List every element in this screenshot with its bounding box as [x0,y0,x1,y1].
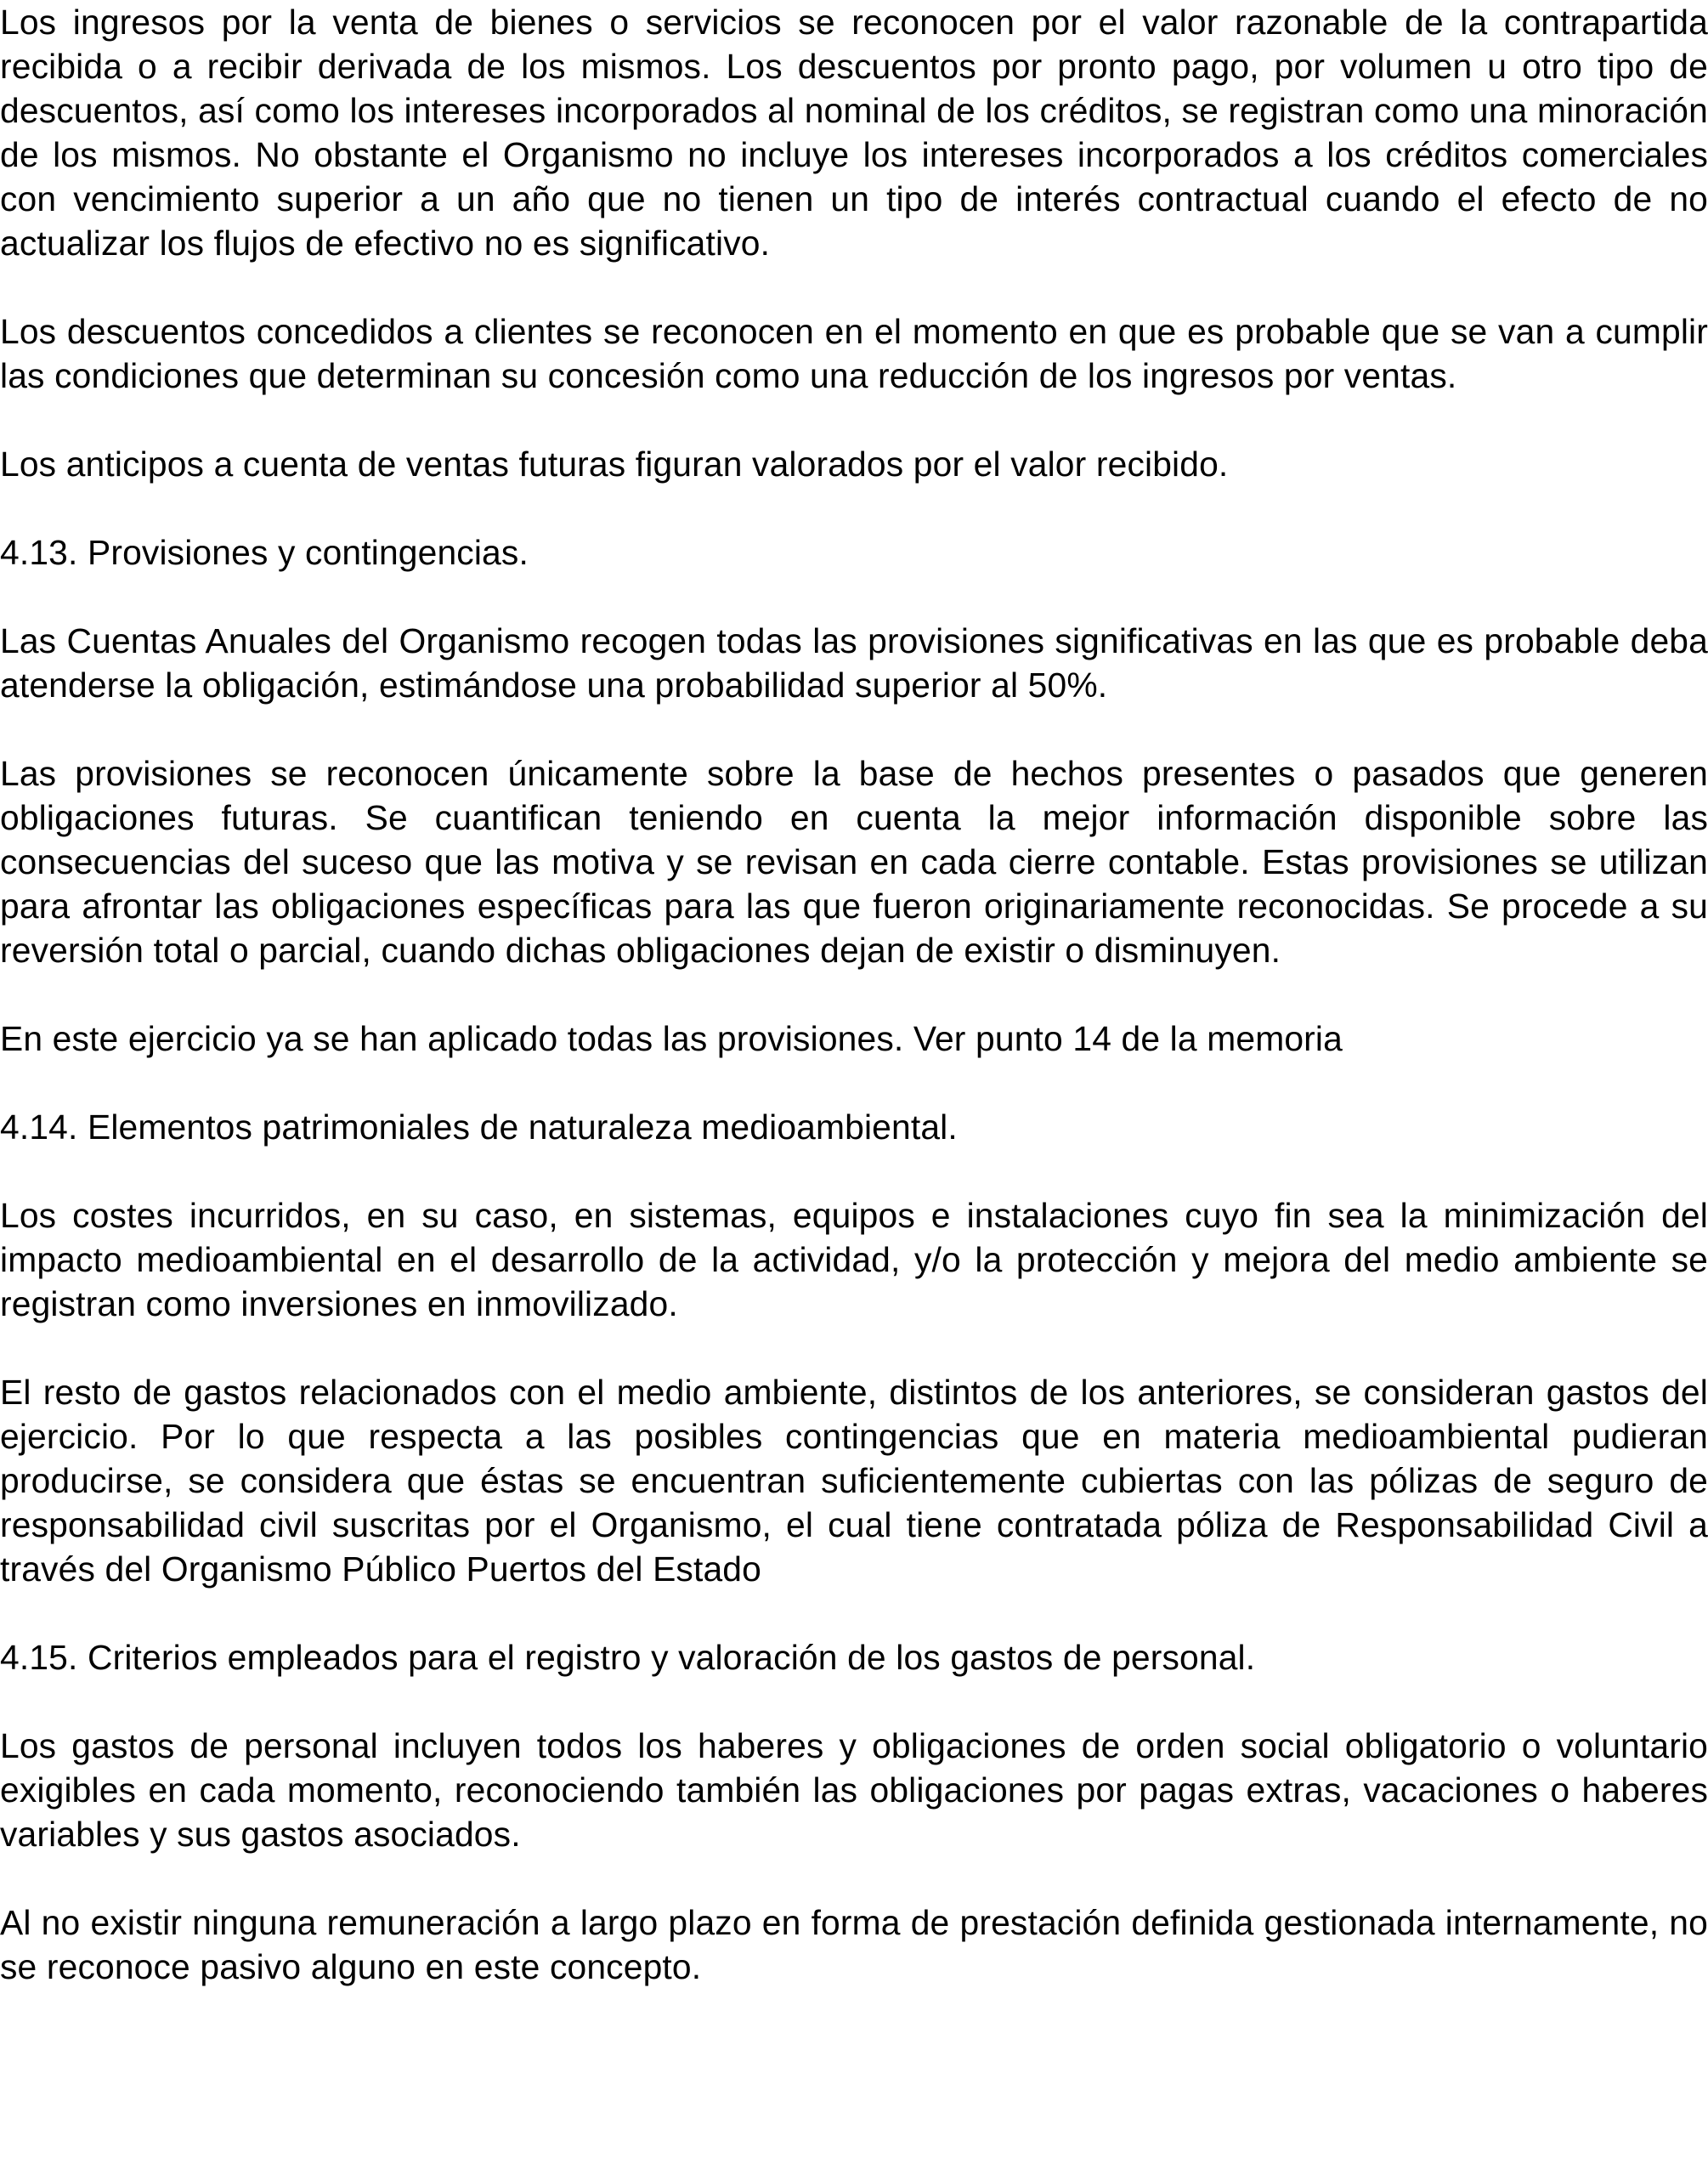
paragraph-anticipos: Los anticipos a cuenta de ventas futuras figuran valorados por el valor recibido. [0,445,1229,484]
section-heading-4-14: 4.14. Elementos patrimoniales de naturaleza medioambiental. [0,1107,958,1147]
paragraph-costes-medioambientales: Los costes incurridos, en su caso, en sistemas, equipos e instalaciones cuyo fin sea la minimización del impacto medioambiental en el desarrollo de la actividad, y/o la protección y mejora del medio ambiente se registran como inversiones en inmovilizado. [0,1196,1708,1323]
paragraph-provisiones-aplicadas: En este ejercicio ya se han aplicado todas las provisiones. Ver punto 14 de la memoria [0,1019,1343,1058]
paragraph-provisiones-reconocimiento: Las provisiones se reconocen únicamente sobre la base de hechos presentes o pasados que generen obligaciones futuras. Se cuantifican teniendo en cuenta la mejor información disponible sobre las consecuencias del suceso que las motiva y se revisan en cada cierre contable. Estas provisiones se utilizan para afrontar las obligaciones específicas para las que fueron originariamente reconocidas. Se procede a su reversión total o parcial, cuando dichas obligaciones dejan de existir o disminuyen. [0,754,1708,970]
section-heading-4-15: 4.15. Criterios empleados para el registro y valoración de los gastos de personal. [0,1638,1256,1677]
paragraph-gastos-medio-ambiente: El resto de gastos relacionados con el medio ambiente, distintos de los anteriores, se consideran gastos del ejercicio. Por lo que respecta a las posibles contingencias que en materia medioambiental pudieran producirse, se considera que éstas se encuentran suficientemente cubiertas con las pólizas de seguro de responsabilidad civil suscritas por el Organismo, el cual tiene contratada póliza de Responsabilidad Civil a través del Organismo Público Puertos del Estado [0,1373,1708,1589]
paragraph-remuneracion-largo-plazo: Al no existir ninguna remuneración a largo plazo en forma de prestación definida gestionada internamente, no se reconoce pasivo alguno en este concepto. [0,1903,1708,1986]
paragraph-gastos-personal: Los gastos de personal incluyen todos los haberes y obligaciones de orden social obligatorio o voluntario exigibles en cada momento, reconociendo también las obligaciones por pagas extras, vacaciones o haberes variables y sus gastos asociados. [0,1726,1708,1854]
paragraph-ingresos-venta: Los ingresos por la venta de bienes o servicios se reconocen por el valor razonable de la contrapartida recibida o a recibir derivada de los mismos. Los descuentos por pronto pago, por volumen u otro tipo de descuentos, así como los intereses incorporados al nominal de los créditos, se registran como una minoración de los mismos. No obstante el Organismo no incluye los intereses incorporados a los créditos comerciales con vencimiento superior a un año que no tienen un tipo de interés contractual cuando el efecto de no actualizar los flujos de efectivo no es significativo. [0,3,1708,263]
section-heading-4-13: 4.13. Provisiones y contingencias. [0,533,529,572]
paragraph-descuentos-clientes: Los descuentos concedidos a clientes se reconocen en el momento en que es probable que se van a cumplir las condiciones que determinan su concesión como una reducción de los ingresos por ventas. [0,312,1708,395]
paragraph-cuentas-anuales-provisiones: Las Cuentas Anuales del Organismo recogen todas las provisiones significativas en las que es probable deba atenderse la obligación, estimándose una probabilidad superior al 50%. [0,621,1708,705]
